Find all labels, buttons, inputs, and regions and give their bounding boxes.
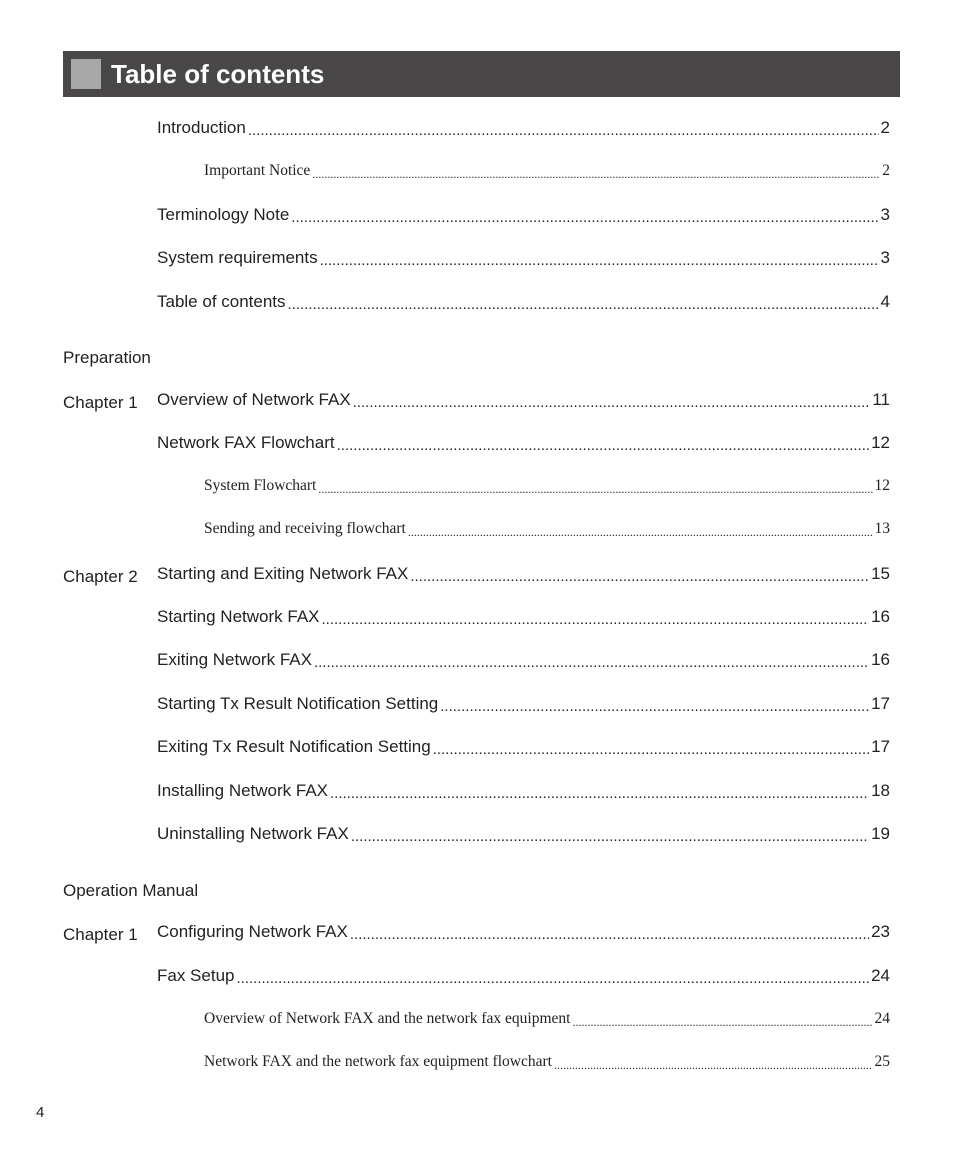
dot-leader [554,1053,873,1079]
toc-entry[interactable] [157,966,890,992]
dot-leader [322,607,870,633]
toc-subentry[interactable] [204,1053,890,1079]
toc-entry-title: Configuring Network FAX [157,922,348,941]
toc-entry-title: Introduction [157,118,246,137]
toc-entry[interactable] [157,607,890,633]
dot-leader [314,650,869,676]
toc-entry-page: 12 [874,477,890,494]
chapter-label: Chapter 1 [63,925,138,944]
toc-entry-title: Uninstalling Network FAX [157,824,349,843]
toc-entry-title: Table of contents [157,292,286,311]
toc-entry-page: 24 [871,966,890,985]
toc-entry-title: Important Notice [204,162,311,179]
dot-leader [237,966,870,992]
toc-entry-page: 19 [871,824,890,843]
toc-entry-title: Starting and Exiting Network FAX [157,564,409,583]
dot-leader [410,564,869,590]
toc-entry-page: 17 [871,694,890,713]
dot-leader [337,433,869,459]
dot-leader [312,162,880,188]
toc-entry[interactable] [157,650,890,676]
toc-entry-page: 25 [874,1053,890,1070]
toc-entry-page: 17 [871,737,890,756]
dot-leader [288,292,879,318]
toc-entry-page: 16 [871,607,890,626]
toc-entry-title: Installing Network FAX [157,781,329,800]
toc-entry-chapter[interactable] [157,922,890,948]
toc-entry-terminology-note[interactable] [157,205,890,231]
page-number: 4 [36,1104,45,1121]
toc-entry-title: Fax Setup [157,966,235,985]
toc-entry-title: System Flowchart [204,477,317,494]
toc-entry-page: 24 [874,1010,890,1027]
dot-leader [433,737,869,763]
dot-leader [351,824,869,850]
toc-entry-title: Starting Tx Result Notification Setting [157,694,439,713]
toc-entry-title: Starting Network FAX [157,607,320,626]
toc-entry-page: 12 [871,433,890,452]
toc-entry-page: 2 [880,118,890,137]
dot-leader [291,205,878,231]
toc-entry[interactable] [157,824,890,850]
toc-entry-title: Sending and receiving flowchart [204,520,406,537]
toc-entry-title: Overview of Network FAX [157,390,351,409]
toc-entry-title: Exiting Tx Result Notification Setting [157,737,431,756]
toc-entry-page: 16 [871,650,890,669]
dot-leader [353,390,871,416]
toc-entry-system-requirements[interactable] [157,248,890,274]
toc-entry-chapter[interactable] [157,564,890,590]
toc-entry-page: 11 [872,390,890,409]
page-title: Table of contents [111,58,325,89]
toc-entry-page: 23 [871,922,890,941]
dot-leader [248,118,879,144]
toc-entry-title: Network FAX and the network fax equipment flowchart [204,1053,552,1070]
toc-entry-introduction[interactable] [157,118,890,144]
dot-leader [330,781,869,807]
toc-entry-page: 13 [874,520,890,537]
toc-entry-title: System requirements [157,248,318,267]
dot-leader [318,477,872,503]
toc-entry-important-notice[interactable] [204,162,890,188]
toc-subentry[interactable] [204,1010,890,1036]
toc-entry-title: Overview of Network FAX and the network fax equipment [204,1010,571,1027]
toc-entry-title: Terminology Note [157,205,290,224]
toc-entry-table-of-contents[interactable] [157,292,890,318]
dot-leader [320,248,879,274]
dot-leader [408,520,873,546]
toc-entry-page: 15 [871,564,890,583]
dot-leader [350,922,869,948]
toc-entry-page: 18 [871,781,890,800]
chapter-label: Chapter 2 [63,567,138,586]
toc-entry[interactable] [157,433,890,459]
toc-entry[interactable] [157,694,890,720]
dot-leader [572,1010,872,1036]
dot-leader [440,694,869,720]
toc-entry-title: Exiting Network FAX [157,650,312,669]
section-heading-operation-manual: Operation Manual [63,881,199,900]
toc-subentry[interactable] [204,520,890,546]
toc-entry-page: 2 [882,162,890,179]
toc-entry-page: 3 [880,205,890,224]
toc-entry-title: Network FAX Flowchart [157,433,335,452]
toc-entry-chapter[interactable] [157,390,890,416]
toc-entry[interactable] [157,737,890,763]
chapter-label: Chapter 1 [63,393,138,412]
toc-entry-page: 4 [880,292,890,311]
toc-subentry[interactable] [204,477,890,503]
toc-entry[interactable] [157,781,890,807]
toc-entry-page: 3 [880,248,890,267]
section-heading-preparation: Preparation [63,348,151,367]
